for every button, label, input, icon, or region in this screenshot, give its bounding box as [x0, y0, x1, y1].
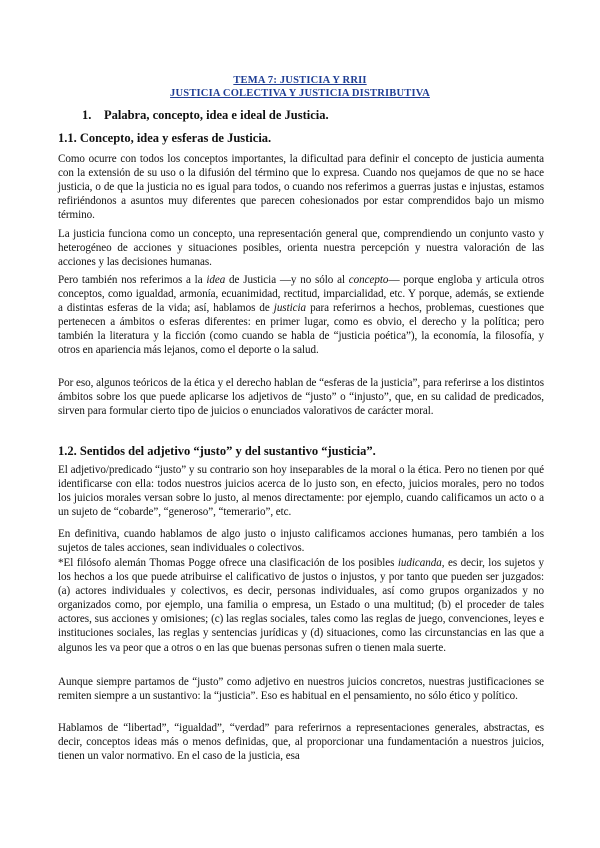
section-1-heading — [82, 108, 329, 123]
italic-term-iudicanda: iudicanda, — [397, 557, 445, 569]
paragraph-1-1-a: Como ocurre con todos los conceptos importantes, la dificultad para definir el concepto de justicia aumenta con la extensión de su uso o la difusión del término que lo expresa. Cuando nos quejamos de que no se hace justicia, o de que la justicia no es igual para todos, o cuando nos referimos a guerras justas e injustas, estamos refiriéndonos a asuntos muy diferentes que parecen cohesionados por estar comprendidos bajo un mismo término. — [58, 153, 544, 222]
subsection-1-2-heading: 1.2. Sentidos del adjetivo “justo” y del sustantivo “justicia”. — [58, 444, 376, 458]
italic-term-idea: idea — [206, 274, 226, 286]
paragraph-1-2-e: Hablamos de “libertad”, “igualdad”, “verdad” para referirnos a representaciones generales, abstractas, es decir, conceptos ideas más o menos definidas, que, al proporcionar una fundamentación a nuestros juicios, tienen un valor normativo. En el caso de la justicia, esa — [58, 722, 544, 763]
document-header — [0, 74, 600, 100]
paragraph-1-1-b: La justicia funciona como un concepto, una representación general que, comprendiendo un conjunto vasto y heterogéneo de acciones y situaciones posibles, orienta nuestra percepción y nuestra valoración de las acciones y las decisiones humanas. — [58, 228, 544, 269]
paragraph-1-1-c: Pero también nos referimos a la idea de Justicia —y no sólo al concepto— porque engloba y articula otros conceptos, como igualdad, armonía, ecuanimidad, rectitud, imparcialidad, etc. Y porque, además, se extiende a distintas esferas de la vida; así, hablamos de justicia para referirnos a hechos, problemas, cuestiones que pertenecen a ámbitos o esferas diferentes: en primer lugar, como es obvio, el derecho y la política; pero también la literatura y la ficción (como cuando se habla de “justicia poética”), la economía, la filosofía, y otros en apariencia más lejanos, como el deporte o la salud. — [58, 274, 544, 357]
paragraph-1-2-d: Aunque siempre partamos de “justo” como adjetivo en nuestros juicios concretos, nuestras justificaciones se remiten siempre a un sustantivo: la “justicia”. Eso es habitual en el pensamiento, no sólo ético y político. — [58, 676, 544, 703]
section-title: Palabra, concepto, idea e ideal de Justicia. — [104, 108, 329, 122]
header-subtitle: JUSTICIA COLECTIVA Y JUSTICIA DISTRIBUTIVA — [170, 88, 430, 99]
paragraph-1-2-b: En definitiva, cuando hablamos de algo justo o injusto calificamos acciones humanas, pero también a los sujetos de tales acciones, sean individuales o colectivos. — [58, 528, 544, 555]
subsection-1-1-heading: 1.1. Concepto, idea y esferas de Justicia. — [58, 131, 272, 145]
header-topic-title: TEMA 7: JUSTICIA Y RRII — [233, 75, 367, 86]
paragraph-1-1-d: Por eso, algunos teóricos de la ética y el derecho hablan de “esferas de la justicia”, para referirse a los distintos ámbitos sobre los que puede aplicarse los adjetivos de “justo” o “injusto”, que, en su calidad de predicados, sirven para formular cierto tipo de juicios o enunciados valorativos de carácter moral. — [58, 377, 544, 418]
italic-term-concepto: concepto — [348, 274, 389, 286]
paragraph-1-2-a: El adjetivo/predicado “justo” y su contrario son hoy inseparables de la moral o la ética. Pero no tienen por qué identificarse con ella: todos nuestros juicios acerca de lo justo son, en efecto, juicios morales, pero no todos los juicios morales versan sobre lo justo, al menos directamente: por ejemplo, cuando calificamos un acto o a un sujeto de “cobarde”, “generoso”, “temerario”, etc. — [58, 464, 544, 519]
italic-term-justicia: justicia — [273, 302, 307, 315]
section-number: 1. — [82, 108, 92, 122]
paragraph-1-2-c: *El filósofo alemán Thomas Pogge ofrece una clasificación de los posibles iudicanda, es decir, los sujetos y los hechos a los que puede atribuirse el calificativo de justos o injustos, y por tanto que pueden ser juzgados: (a) actores individuales y colectivos, es decir, personas individuales, así como grupos organizados y no organizados como, por ejemplo, una familia o empresa, un Estado o una multitud; (b) el proceder de tales actores, sus acciones y omisiones; (c) las reglas sociales, tales como las reglas de juego, convenciones, leyes e instituciones sociales, las reglas y sentencias jurídicas y (d) situaciones, como las circunstancias en las que a algunos les va peor que a otros o en las que buenas personas sufren o tienen mala suerte. — [58, 557, 545, 654]
